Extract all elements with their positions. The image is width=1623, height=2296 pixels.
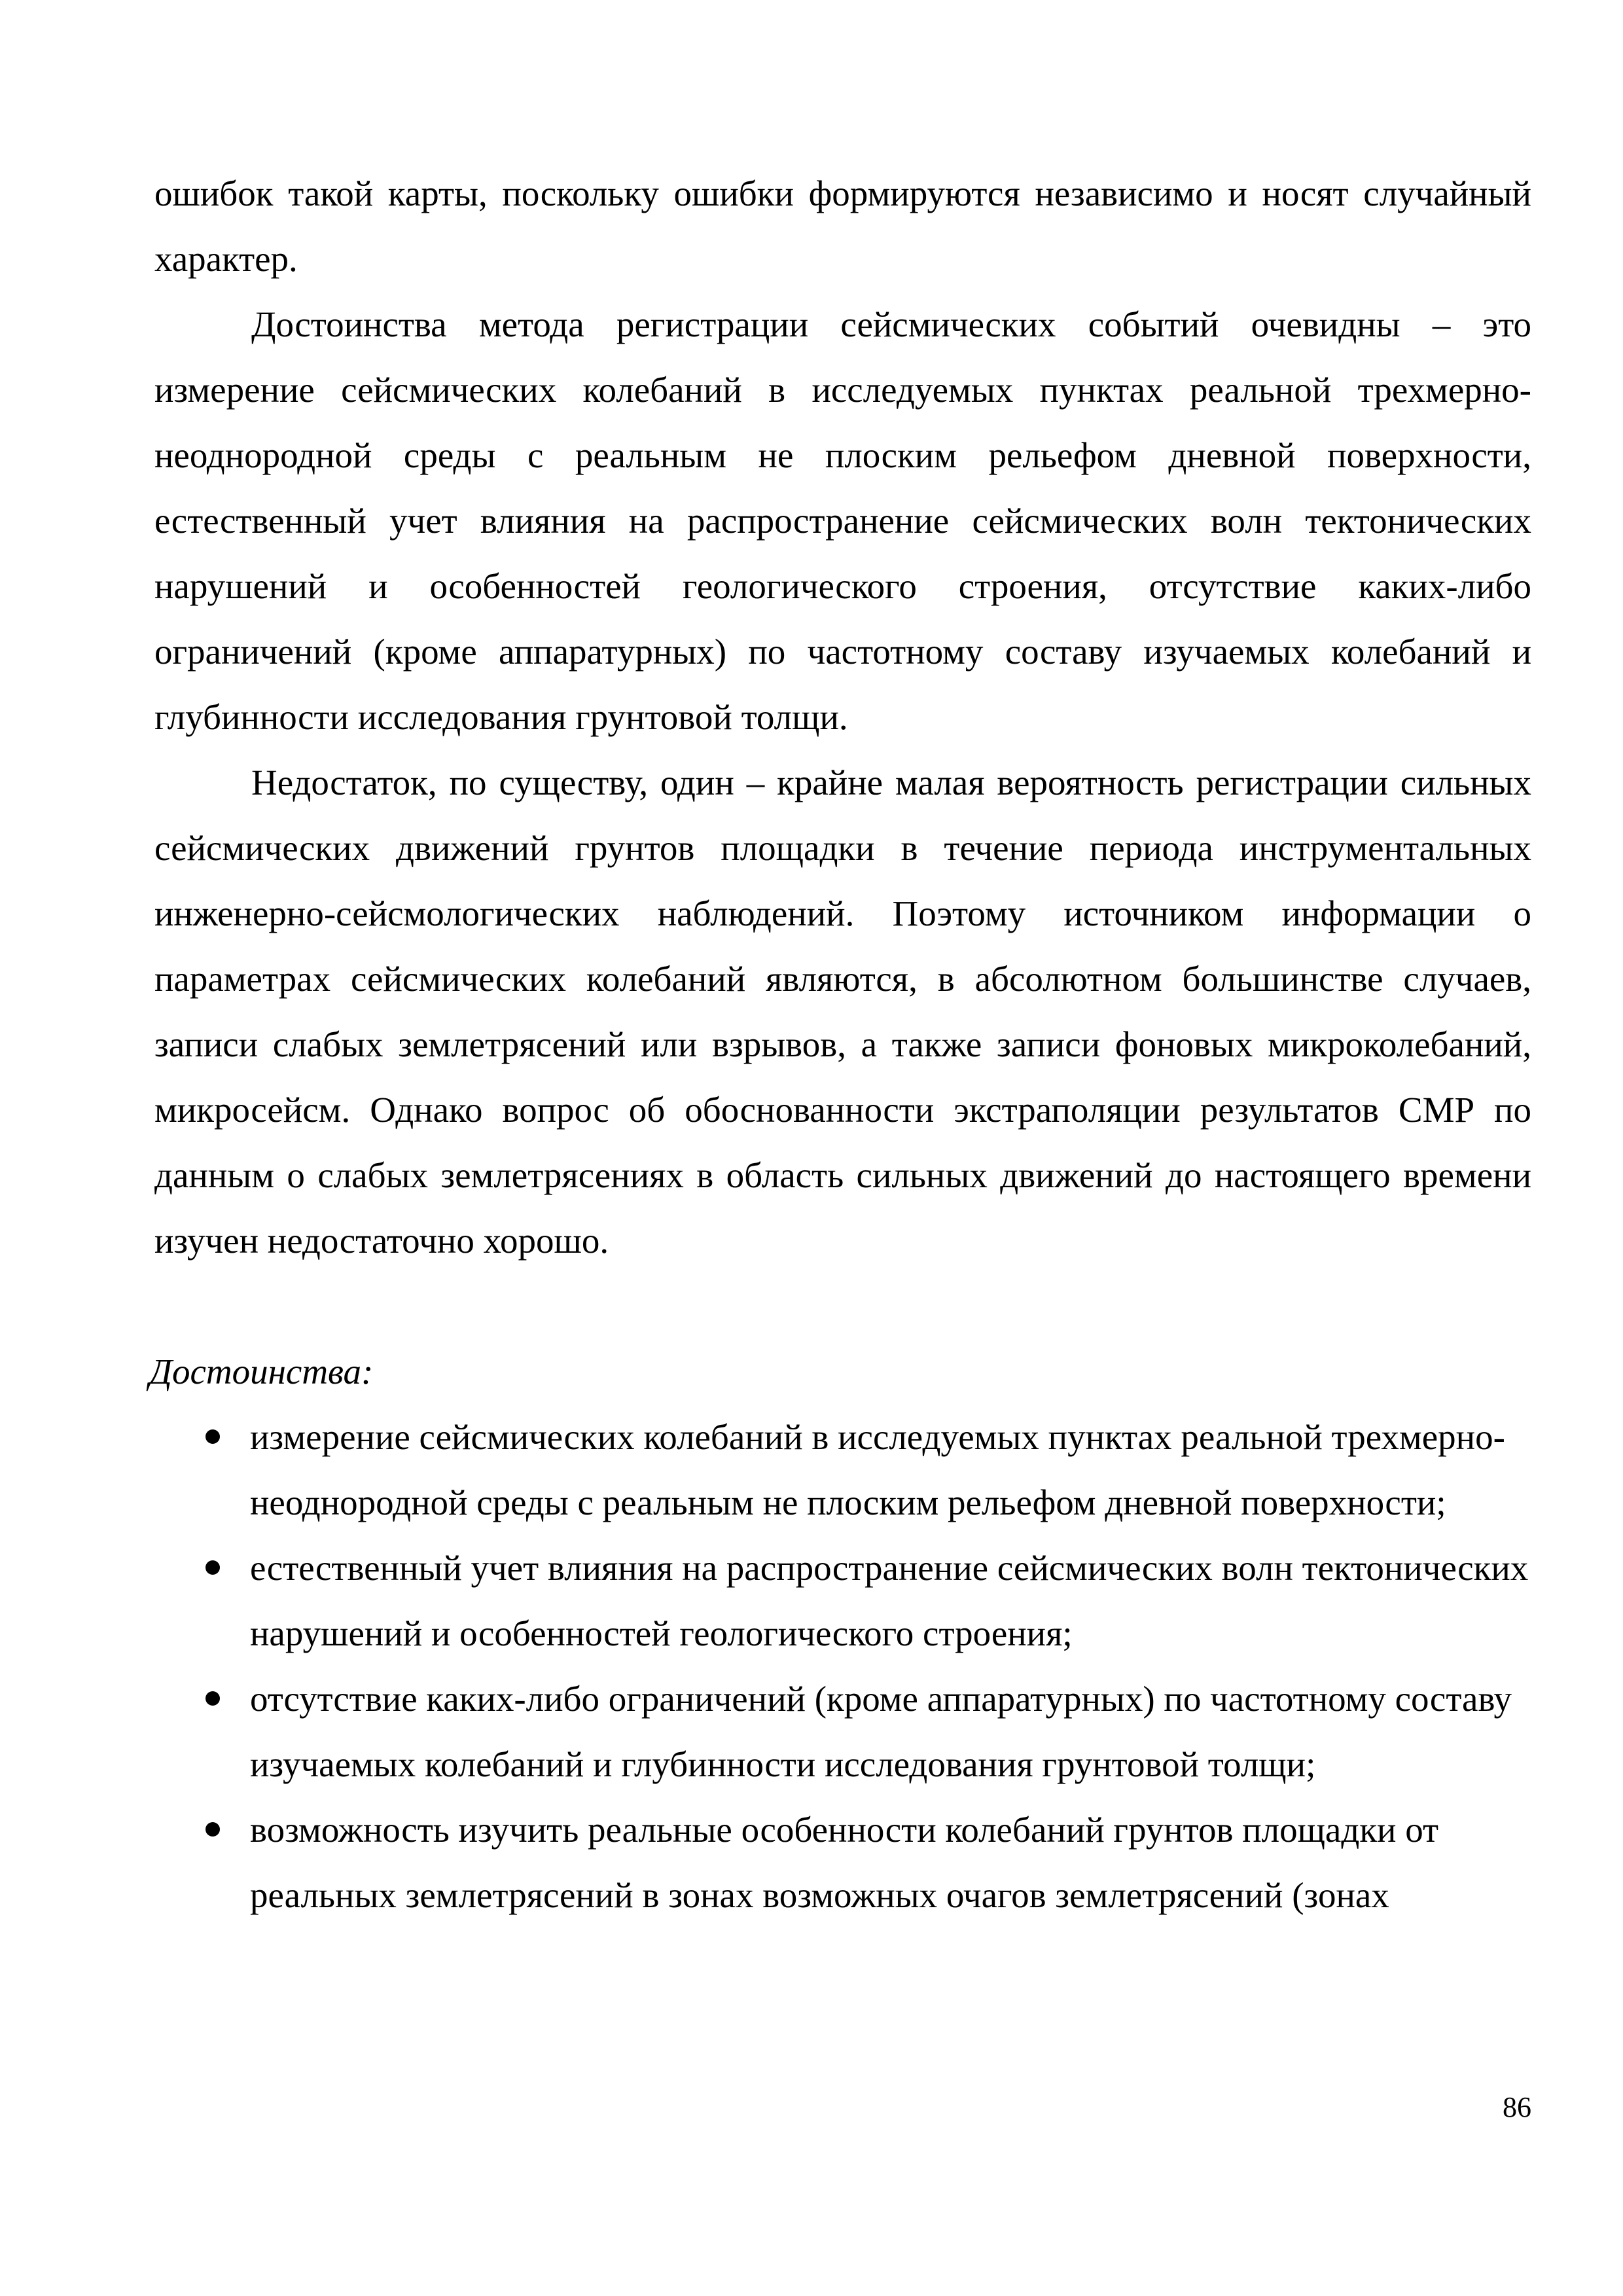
paragraph-disadvantage (154, 750, 1531, 1274)
bullet-icon (205, 1429, 220, 1444)
paragraph-continuation (154, 161, 1531, 292)
bullet-icon (205, 1560, 220, 1575)
advantages-list (0, 1405, 1623, 1928)
list-item-text: возможность изучить реальные особенности колебаний грунтов площадки от реальных землетрясений в зонах возможных очагов землетрясений (зонах (250, 1810, 1439, 1915)
paragraph-text: Недостаток, по существу, один – крайне малая вероятность регистрации сильных сейсмических движений грунтов площадки в течение периода инструментальных инженерно-сейсмологических наблюдений. Поэтому источником информации о параметрах сейсмических колебаний являются, в абсолютном большинстве случаев, записи слабых землетрясений или взрывов, а также записи фоновых микроколебаний, микросейсм. Однако вопрос об обоснованности экстраполяции результатов СМР по данным о слабых землетрясениях в область сильных движений до настоящего времени изучен недостаточно хорошо. (154, 762, 1531, 1261)
paragraph-text: Достоинства метода регистрации сейсмических событий очевидны – это измерение сейсмических колебаний в исследуемых пунктах реальной трехмерно-неоднородной среды с реальным не плоским рельефом дневной поверхности, естественный учет влияния на распространение сейсмических волн тектонических нарушений и особенностей геологического строения, отсутствие каких-либо ограничений (кроме аппаратурных) по частотному составу изучаемых колебаний и глубинности исследования грунтовой толщи. (154, 304, 1531, 737)
list-item (0, 1535, 1533, 1666)
bullet-icon (205, 1822, 220, 1837)
paragraph-text: ошибок такой карты, поскольку ошибки формируются независимо и носят случайный характер. (154, 173, 1531, 279)
list-item (0, 1666, 1533, 1797)
paragraph-advantages (154, 292, 1531, 750)
list-item-text: отсутствие каких-либо ограничений (кроме аппаратурных) по частотному составу изучаемых колебаний и глубинности исследования грунтовой толщи; (250, 1679, 1512, 1784)
list-item (0, 1405, 1533, 1535)
list-item (0, 1797, 1533, 1928)
page-number: 86 (1503, 2091, 1531, 2123)
list-item-text: измерение сейсмических колебаний в исследуемых пунктах реальной трехмерно-неоднородной среды с реальным не плоским рельефом дневной поверхности; (250, 1417, 1505, 1522)
bullet-icon (205, 1691, 220, 1706)
list-item-text: естественный учет влияния на распространение сейсмических волн тектонических нарушений и особенностей геологического строения; (250, 1548, 1529, 1653)
advantages-heading: Достоинства: (149, 1352, 374, 1391)
